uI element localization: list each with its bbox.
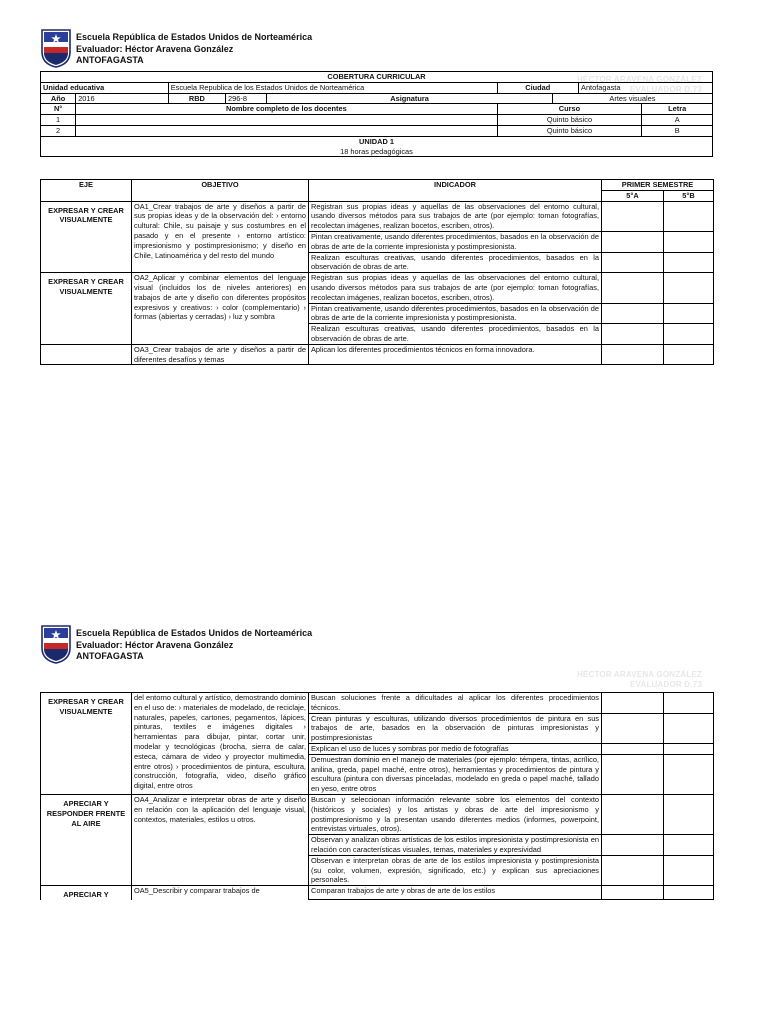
asignatura-label: Asignatura xyxy=(267,93,553,104)
docente-letra: A xyxy=(642,115,713,126)
check-5a-cell xyxy=(602,754,664,794)
docente-letra: B xyxy=(642,125,713,136)
eje-cell: EXPRESAR Y CREAR VISUALMENTE xyxy=(41,693,132,795)
check-5a-cell xyxy=(602,324,664,345)
city: ANTOFAGASTA xyxy=(76,55,144,65)
page-2 xyxy=(0,620,768,1024)
table-row xyxy=(41,273,714,303)
table-row xyxy=(41,344,714,365)
unidad-value: Escuela Republica de los Estados Unidos de Norteamérica xyxy=(168,82,497,93)
docentes-label: Nombre completo de los docentes xyxy=(76,104,497,115)
school-header xyxy=(40,28,340,72)
cover-table xyxy=(40,71,713,157)
school-crest-icon xyxy=(40,624,72,664)
indicador-cell: Pintan creativamente, usando diferentes procedimientos, basados en la observación de obras de arte de la corriente impresionista y postimpresionista. xyxy=(309,303,602,324)
objetivo-cell: OA3_Crear trabajos de arte y diseños a partir de diferentes desafíos y temas xyxy=(132,344,309,365)
objetivo-cell: OA5_Describir y comparar trabajos de xyxy=(132,886,309,900)
check-5b-cell xyxy=(664,693,714,714)
school-crest-icon xyxy=(40,28,72,68)
check-5a-cell xyxy=(602,252,664,273)
anio-value: 2016 xyxy=(76,93,169,104)
city: ANTOFAGASTA xyxy=(76,651,144,661)
indicador-cell: Observan e interpretan obras de arte de los estilos impresionista y postimpresionista (su color, volumen, expresión, significado, etc.) y explican sus apreciaciones personales. xyxy=(309,855,602,885)
table-row xyxy=(41,693,714,714)
docente-curso: Quinto básico xyxy=(497,125,642,136)
indicador-cell: Registran sus propias ideas y aquellas de las observaciones del entorno cultural, usando diversos métodos para sus trabajos de arte (por ejemplo: toman fotografías, recolectan imágenes, realizan bocetos, escriben, otros). xyxy=(309,201,602,231)
check-5a-cell xyxy=(602,344,664,365)
check-5a-cell xyxy=(602,743,664,754)
check-5a-cell xyxy=(602,273,664,303)
check-5a-cell xyxy=(602,886,664,900)
evaluator: Evaluador: Héctor Aravena González xyxy=(76,43,234,54)
check-5b-cell xyxy=(664,835,714,856)
eje-cell: EXPRESAR Y CREAR VISUALMENTE xyxy=(41,273,132,345)
evaluator: Evaluador: Héctor Aravena González xyxy=(76,639,234,650)
docente-row xyxy=(41,125,713,136)
objetivo-cell: OA1_Crear trabajos de arte y diseños a partir de sus propias ideas y de la observación del: › entorno cultural: Chile, su paisaje y sus costumbres en el pasado y en el presente › entorno artístico: impresionismo y postimpresionismo; y diseño en Chile, Latinoamérica y del resto del mundo xyxy=(132,201,309,273)
col-objetivo: OBJETIVO xyxy=(132,180,309,202)
indicador-cell: Observan y analizan obras artísticas de los estilos impresionista y postimpresionista en relación con características visuales, temas, materiales y expresividad xyxy=(309,835,602,856)
col-eje: EJE xyxy=(41,180,132,202)
check-5b-cell xyxy=(664,743,714,754)
table-row xyxy=(41,794,714,834)
school-name: Escuela República de Estados Unidos de Norteamérica xyxy=(76,628,313,638)
check-5b-cell xyxy=(664,886,714,900)
check-5b-cell xyxy=(664,754,714,794)
curriculum-table-1 xyxy=(40,179,714,365)
ciudad-value: Antofagasta xyxy=(579,82,713,93)
header-text xyxy=(76,628,312,663)
letra-label: Letra xyxy=(642,104,713,115)
unidad-label: Unidad educativa xyxy=(41,82,169,93)
watermark-line2: EVALUADOR D.73 xyxy=(630,680,702,689)
ciudad-label: Ciudad xyxy=(497,82,578,93)
indicador-cell: Realizan esculturas creativas, usando diferentes procedimientos, basados en la observación de obras de arte. xyxy=(309,324,602,345)
rbd-value: 296-8 xyxy=(226,93,267,104)
docente-row xyxy=(41,115,713,126)
n-label: N° xyxy=(41,104,76,115)
docente-nombre xyxy=(76,115,497,126)
docente-nombre xyxy=(76,125,497,136)
check-5a-cell xyxy=(602,794,664,834)
objetivo-cell: del entorno cultural y artístico, demostrando dominio en el uso de: › materiales de modelado, de reciclaje, naturales, papeles, cartones, pegamentos, lápices, pinturas, textiles e imágenes digitales › herramientas para dibujar, pintar, cortar unir, modelar y tecnológicas (brocha, sierra de calar, esteca, cámara de video y proyector multimedia, entre otros) › procedimientos de pintura, escultura, construcción, fotografía, video, diseño gráfico digital, entre otros xyxy=(132,693,309,795)
objetivo-cell: OA4_Analizar e interpretar obras de arte y diseño en relación con la aplicación del lenguaje visual, contextos, materiales, estilos u otros. xyxy=(132,794,309,885)
indicador-cell: Explican el uso de luces y sombras por medio de fotografías xyxy=(309,743,602,754)
watermark-line2: EVALUADOR D.73 xyxy=(630,85,702,94)
check-5b-cell xyxy=(664,713,714,743)
indicador-cell: Buscan soluciones frente a dificultades al aplicar los diferentes procedimientos técnicos. xyxy=(309,693,602,714)
col-5a: 5°A xyxy=(602,190,664,201)
watermark xyxy=(577,670,702,690)
unidad-title: UNIDAD 1 xyxy=(359,136,394,146)
school-name: Escuela República de Estados Unidos de Norteamérica xyxy=(76,32,313,42)
check-5b-cell xyxy=(664,344,714,365)
indicador-cell: Demuestran dominio en el manejo de materiales (por ejemplo: témpera, tintas, acrílico, anilina, greda, papel maché, entre otros), herramientas y procedimientos de pintura y escultura (pintura con diversas pinceladas, modelado en greda o papel maché, tallado en yeso, entre otros xyxy=(309,754,602,794)
table-row xyxy=(41,201,714,231)
docente-curso: Quinto básico xyxy=(497,115,642,126)
cover-title: COBERTURA CURRICULAR xyxy=(41,72,713,83)
eje-cell xyxy=(41,344,132,365)
check-5a-cell xyxy=(602,855,664,885)
check-5b-cell xyxy=(664,324,714,345)
col-indicador: INDICADOR xyxy=(309,180,602,202)
horas: 18 horas pedagógicas xyxy=(340,146,413,156)
indicador-cell: Realizan esculturas creativas, usando diferentes procedimientos, basados en la observación de obras de arte. xyxy=(309,252,602,273)
eje-cell: APRECIAR Y xyxy=(41,886,132,900)
page-1 xyxy=(0,0,768,480)
check-5b-cell xyxy=(664,303,714,324)
docente-n: 2 xyxy=(41,125,76,136)
col-semestre: PRIMER SEMESTRE xyxy=(602,180,714,191)
check-5b-cell xyxy=(664,252,714,273)
check-5b-cell xyxy=(664,273,714,303)
indicador-cell: Pintan creativamente, usando diferentes procedimientos, basados en la observación de obras de arte de la corriente impresionista y postimpresionista. xyxy=(309,231,602,252)
check-5a-cell xyxy=(602,713,664,743)
curso-label: Curso xyxy=(497,104,642,115)
check-5b-cell xyxy=(664,855,714,885)
indicador-cell: Registran sus propias ideas y aquellas de las observaciones del entorno cultural, usando diversos métodos para sus trabajos de arte (por ejemplo: toman fotografías, recolectan imágenes, realizan bocetos, escriben, otros). xyxy=(309,273,602,303)
watermark-line1: HÉCTOR ARAVENA GONZÁLEZ xyxy=(576,670,702,679)
unidad-block xyxy=(41,136,713,157)
curriculum-table-2 xyxy=(40,692,714,900)
header-text xyxy=(76,32,312,67)
indicador-cell: Aplican los diferentes procedimientos técnicos en forma innovadora. xyxy=(309,344,602,365)
anio-label: Año xyxy=(41,93,76,104)
school-header xyxy=(40,624,340,668)
indicador-cell: Buscan y seleccionan información relevante sobre los elementos del contexto (históricos y sociales) y los artistas y obras de arte del impresionismo y postimpresionismo y la presentan usando diferentes medios (informes, powerpoint, entrevistas virtuales, otros). xyxy=(309,794,602,834)
check-5a-cell xyxy=(602,231,664,252)
docente-n: 1 xyxy=(41,115,76,126)
check-5a-cell xyxy=(602,693,664,714)
table-row xyxy=(41,886,714,900)
asignatura-value: Artes visuales xyxy=(552,93,712,104)
indicador-cell: Crean pinturas y esculturas, utilizando diversos procedimientos de pintura en sus trabajos de arte, basados en la observación de pinturas impresionistas y postimpresionistas xyxy=(309,713,602,743)
check-5a-cell xyxy=(602,835,664,856)
check-5b-cell xyxy=(664,794,714,834)
check-5b-cell xyxy=(664,231,714,252)
eje-cell: APRECIAR Y RESPONDER FRENTE AL AIRE xyxy=(41,794,132,885)
eje-cell: EXPRESAR Y CREAR VISUALMENTE xyxy=(41,201,132,273)
check-5a-cell xyxy=(602,201,664,231)
rbd-label: RBD xyxy=(168,93,225,104)
col-5b: 5°B xyxy=(664,190,714,201)
check-5b-cell xyxy=(664,201,714,231)
check-5a-cell xyxy=(602,303,664,324)
objetivo-cell: OA2_Aplicar y combinar elementos del lenguaje visual (incluidos los de niveles anteriores) en trabajos de arte y diseño con diferentes propósitos expresivos y creativos: › color (complementario) › formas (abiertas y cerradas) › luz y sombra xyxy=(132,273,309,345)
watermark-line1: HÉCTOR ARAVENA GONZÁLEZ xyxy=(576,75,702,84)
indicador-cell: Comparan trabajos de arte y obras de arte de los estilos xyxy=(309,886,602,900)
